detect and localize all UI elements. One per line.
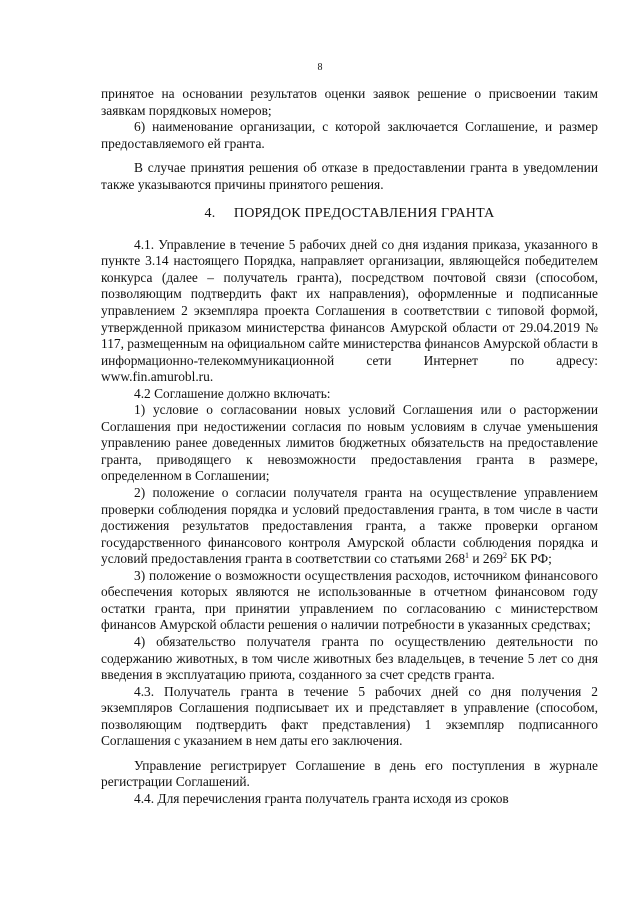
paragraph-4-4: 4.4. Для перечисления гранта получатель гранта исходя из сроков — [134, 790, 509, 806]
paragraph-4-2-4: 4) обязательство получателя гранта по осуществлению деятельности по содержанию животных, в том числе животных без владельцев, в течение 5 лет со дня введения в эксплуатацию приюта, созданного за счет средств гранта. — [101, 633, 598, 683]
paragraph-ordinal-decision: принятое на основании результатов оценки заявок решение о присвоении таким заявкам порядковых номеров; — [101, 86, 598, 118]
paragraph-4-1: 4.1. Управление в течение 5 рабочих дней со дня издания приказа, указанного в пункте 3.14 настоящего Порядка, направляет организации, являющейся победителем конкурса (далее – получатель гранта), посредством почтовой связи (способом, позволяющим подтвердить факт их направления), оформленные и подписанные управлением 2 экземпляра проекта Соглашения в соответствии с типовой формой, утвержденной приказом министерства финансов Амурской области от 29.04.2019 № 117, размещенным на официальном сайте министерства финансов Амурской области в информационно-телекоммуникационной сети Интернет по адресу: www.fin.amurobl.ru. — [101, 236, 598, 385]
paragraph-4-2-2-text: 2) положение о согласии получателя гранта на осуществление управлением проверки соблюдения порядка и условий предоставления гранта, в том числе в части достижения результатов предоставления гранта, а также проверки органом государственного финансового контроля Амурской области соблюдения порядка и условий предоставления гранта в соответствии со статьями 268 — [101, 485, 598, 567]
body-text — [101, 86, 598, 807]
section-heading: 4. ПОРЯДОК ПРЕДОСТАВЛЕНИЯ ГРАНТА — [204, 206, 495, 222]
paragraph-4-2-2 — [101, 485, 598, 568]
superscript-1: 1 — [465, 551, 470, 561]
paragraph-4-2-2-mid: и 269 — [469, 551, 503, 567]
paragraph-4-2-1: 1) условие о согласовании новых условий Соглашения или о расторжении Соглашения при недостижении согласия по новым условиям в случае уменьшения управлению ранее доведенных лимитов бюджетных обязательств на предоставление гранта, приводящего к невозможности предоставления гранта в размере, определенном в Соглашении; — [101, 402, 598, 484]
paragraph-registration: Управление регистрирует Соглашение в день его поступления в журнале регистрации Соглашений. — [101, 757, 598, 790]
paragraph-4-3: 4.3. Получатель гранта в течение 5 рабочих дней со дня получения 2 экземпляров Соглашения подписывает их и представляет в управление (способом, позволяющим подтвердить факт представления) 1 экземпляр подписанного Соглашения с указанием в нем даты его заключения. — [101, 683, 598, 749]
paragraph-refusal: В случае принятия решения об отказе в предоставлении гранта в уведомлении также указываются причины принятого решения. — [101, 160, 598, 192]
paragraph-item-6: 6) наименование организации, с которой заключается Соглашение, и размер предоставляемого ей гранта. — [101, 119, 598, 151]
paragraph-4-2-3: 3) положение о возможности осуществления расходов, источником финансового обеспечения которых являются не использованные в отчетном финансовом году остатки гранта, при принятии управлением по согласованию с министерством финансов Амурской области решения о наличии потребности в указанных средствах; — [101, 567, 598, 633]
superscript-2: 2 — [502, 551, 507, 561]
paragraph-4-2-2-end: БК РФ; — [506, 551, 552, 567]
page-number: 8 — [317, 62, 323, 73]
paragraph-4-2: 4.2 Соглашение должно включать: — [134, 385, 331, 401]
